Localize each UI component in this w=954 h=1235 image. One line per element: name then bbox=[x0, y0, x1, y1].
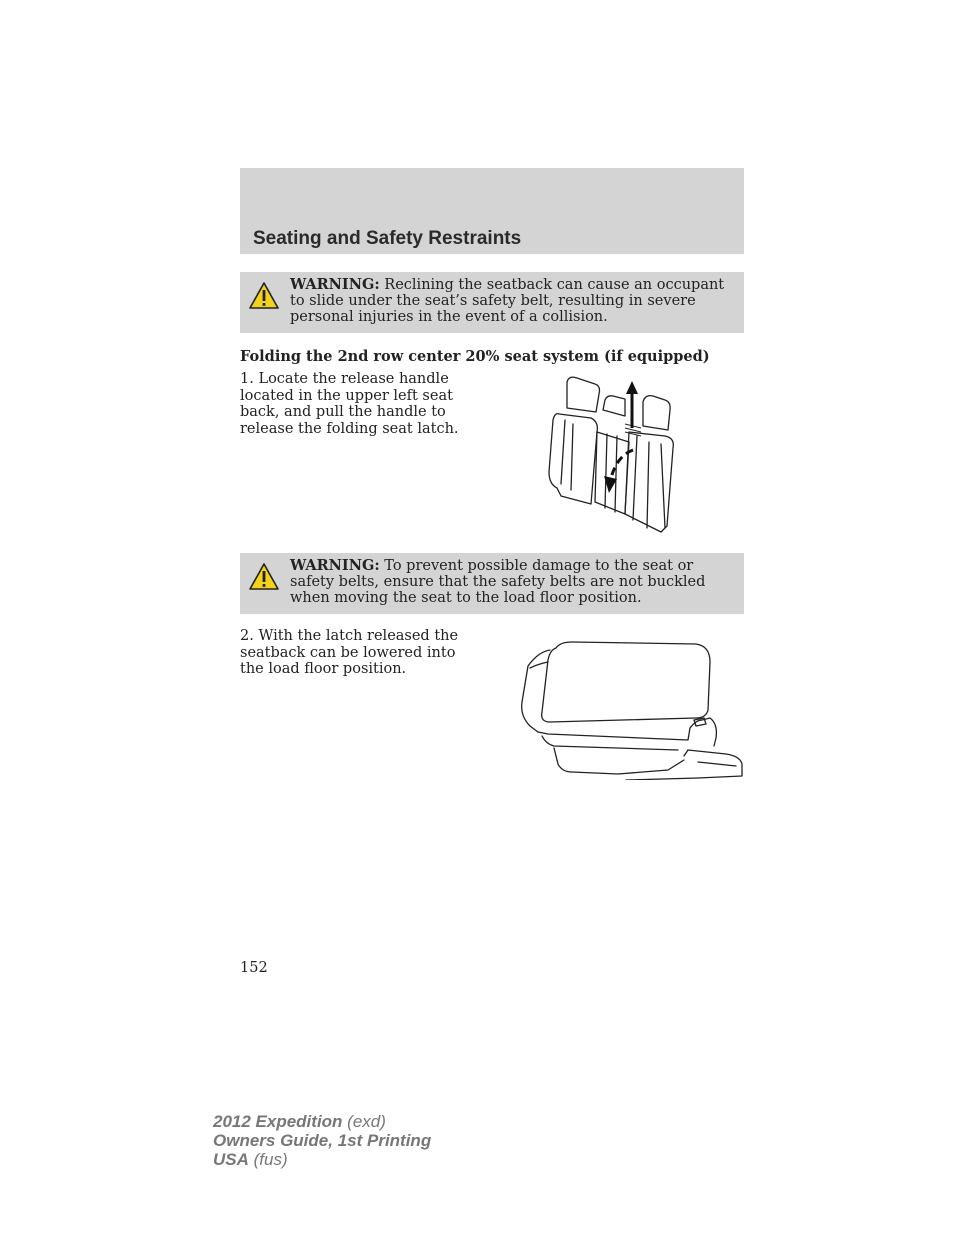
warning-label: WARNING: bbox=[290, 276, 380, 293]
warning-label: WARNING: bbox=[290, 557, 380, 574]
warning-triangle-icon bbox=[248, 562, 280, 592]
footer-market: USA bbox=[213, 1150, 249, 1169]
warning-text: Reclining the seatback can cause an occupant to slide under the seat’s safety belt, resulting in severe personal injuries in the event of a collision. bbox=[290, 277, 725, 325]
seat-release-handle-illustration bbox=[545, 372, 685, 534]
footer-printing: Owners Guide, 1st Printing bbox=[213, 1131, 432, 1150]
warning-text: To prevent possible damage to the seat or safety belts, ensure that the safety belts are not buckled when moving the seat to the load floor position. bbox=[290, 558, 706, 606]
section-title: Seating and Safety Restraints bbox=[253, 228, 522, 249]
footer-model: 2012 Expedition bbox=[213, 1112, 343, 1131]
step-1-text: 1. Locate the release handle located in the upper left seat back, and pull the handle to release the folding seat latch. bbox=[240, 371, 459, 437]
footer-line-printing bbox=[213, 1131, 431, 1150]
footer-market-code: (fus) bbox=[248, 1150, 288, 1169]
footer-line-market bbox=[213, 1150, 431, 1169]
document-footer bbox=[213, 1112, 431, 1169]
section-header-band bbox=[240, 168, 744, 254]
warning-box-belts bbox=[240, 553, 744, 614]
warning-triangle-icon bbox=[248, 281, 280, 311]
footer-model-code: (exd) bbox=[342, 1112, 386, 1131]
footer-line-model bbox=[213, 1112, 431, 1131]
page-number: 152 bbox=[240, 960, 268, 976]
seat-load-floor-illustration bbox=[518, 640, 744, 780]
procedure-heading: Folding the 2nd row center 20% seat system (if equipped) bbox=[240, 348, 710, 365]
step-2-text: 2. With the latch released the seatback can be lowered into the load floor position. bbox=[240, 628, 459, 677]
warning-box-recline bbox=[240, 272, 744, 333]
